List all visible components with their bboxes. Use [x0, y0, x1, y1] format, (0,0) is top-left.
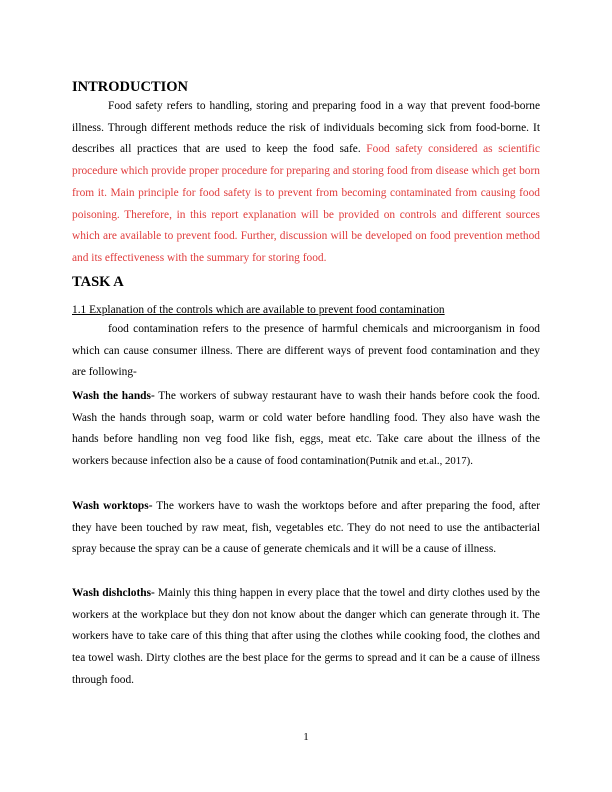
- wash-hands-text: The workers of subway restaurant have to wash their hands before cook the food. Wash the hands through soap, warm or cold water before handling food. They also have wash the hands before handling non veg food like fish, eggs, meat etc. Take care about the illness of the workers because infection also be a cause of food contamination: [72, 390, 540, 468]
- wash-dishcloths-text: Mainly this thing happen in every place that the towel and dirty clothes used by the workers at the workplace but they don not know about the danger which can generate through it. The workers have to take care of this thing that after using the clothes while cooking food, the clothes and tea towel wash. Dirty clothes are the best place for the germs to spread and it can be a cause of illness through food.: [72, 587, 540, 686]
- page-number: 1: [303, 731, 309, 743]
- task-a-intro-paragraph: food contamination refers to the presence of harmful chemicals and microorganism in food which can cause consumer illness. There are different ways of prevent food contamination and they are following-: [72, 323, 540, 379]
- wash-worktops-text: The workers have to wash the worktops before and after preparing the food, after they have been touched by raw meat, fish, vegetables etc. They do not need to use the antibacterial spray because the spray can be a cause of generate chemicals and it will be a cause of illness.: [72, 500, 540, 556]
- introduction-text: Food safety refers to handling, storing and preparing food in a way that prevent food-borne illness. Through different methods reduce the risk of individuals becoming sick from food-borne. It describes all practices that are used to keep the food safe.: [72, 100, 540, 156]
- wash-dishcloths-paragraph: [72, 583, 540, 692]
- wash-worktops-label: Wash worktops-: [72, 500, 153, 512]
- introduction-highlighted-text: Food safety considered as scientific procedure which provide proper procedure for preparing and storing food from disease which get born from it. Main principle for food safety is to prevent from becoming contaminated from causing food poisoning. Therefore, in this report explanation will be provided on controls and different sources which are available to prevent food. Further, discussion will be developed on food prevention method and its effectiveness with the summary for storing food.: [72, 143, 540, 264]
- wash-hands-paragraph: [72, 386, 540, 473]
- wash-hands-citation: (Putnik and et.al., 2017).: [365, 455, 473, 468]
- task-a-heading: TASK A: [72, 274, 124, 290]
- wash-dishcloths-label: Wash dishcloths-: [72, 587, 155, 599]
- section-1-1-subheading: 1.1 Explanation of the controls which are available to prevent food contamination: [72, 304, 445, 316]
- wash-worktops-paragraph: [72, 496, 540, 561]
- introduction-paragraph: [72, 96, 540, 270]
- wash-hands-label: Wash the hands-: [72, 390, 155, 402]
- introduction-heading: INTRODUCTION: [72, 79, 189, 95]
